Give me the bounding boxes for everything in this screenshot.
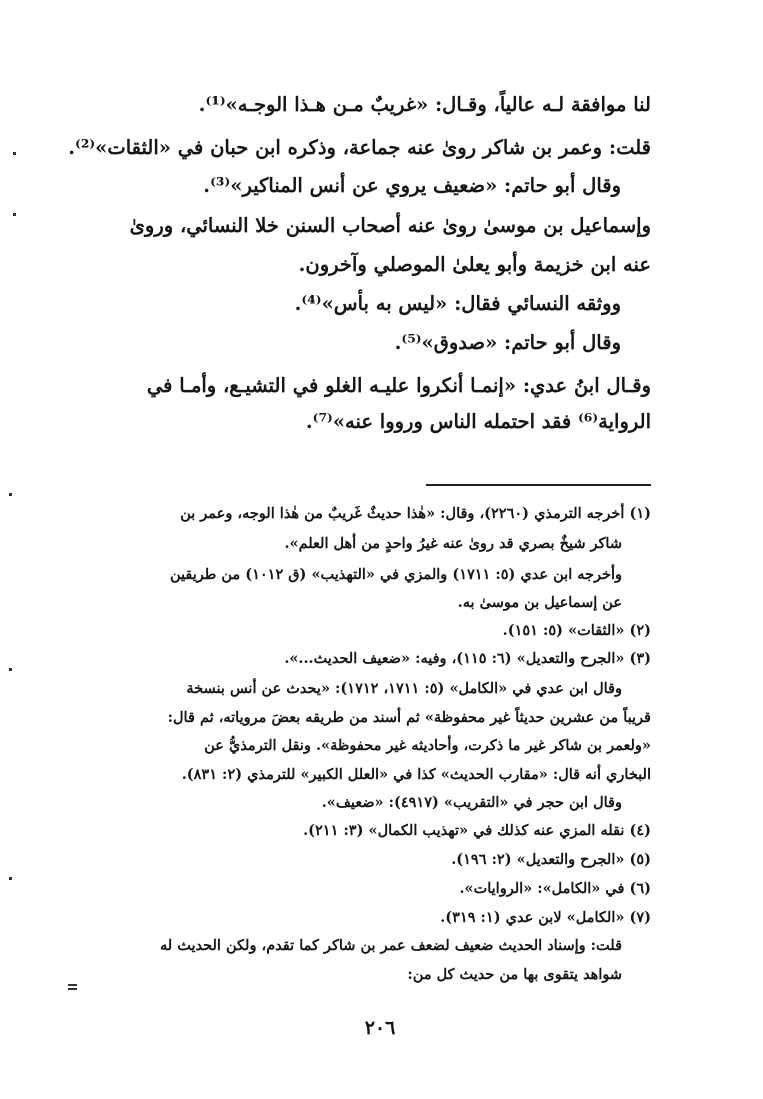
scan-speck: [9, 493, 12, 496]
footnote-line: عن إسماعيل بن موسىٰ به.: [457, 594, 622, 611]
main-text-line: ووثقه النسائي فقال: «ليس به بأس»⁽⁴⁾.: [294, 292, 621, 315]
scan-speck: [13, 152, 16, 155]
main-text-line: وقال أبو حاتم: «ضعيف يروي عن أنس المناكير»⁽³⁾.: [203, 174, 621, 197]
footnote-line: قريباً من عشرين حديثاً غير محفوظة» ثم أسند من طريقه بعضَ مروياته، ثم قال:: [167, 709, 651, 726]
footnote-line: قلت: وإسناد الحديث ضعيف لضعف عمر بن شاكر كما تقدم، ولكن الحديث له: [160, 937, 622, 954]
scan-speck: [68, 988, 77, 990]
main-text-line: وإسماعيل بن موسىٰ روىٰ عنه أصحاب السنن خلا النسائي، وروىٰ: [129, 214, 651, 237]
scan-speck: [68, 984, 77, 986]
footnote-line: البخاري أنه قال: «مقارب الحديث» كذا في «العلل الكبير» للترمذي (٢: ٨٣١).: [181, 766, 651, 783]
main-text-line: قلت: وعمر بن شاكر روىٰ عنه جماعة، وذكره ابن حبان في «الثقات»⁽²⁾.: [68, 136, 651, 159]
footnote-line: (٦) في «الكامل»: «الروايات».: [459, 880, 651, 897]
footnote-separator: [426, 484, 651, 486]
footnote-line: (٥) «الجرح والتعديل» (٢: ١٩٦).: [451, 851, 651, 868]
footnote-line: (١) أخرجه الترمذي (٢٢٦٠)، وقال: «هٰذا حديثٌ غَريبٌ من هٰذا الوجه، وعمر بن: [180, 505, 651, 522]
footnote-line: (٧) «الكامل» لابن عدي (١: ٣١٩).: [440, 909, 651, 926]
footnote-line: شاكر شيخٌ بصري قد روىٰ عنه غيرُ واحدٍ من أهل العلم».: [284, 535, 622, 552]
main-text-line: الرواية⁽⁶⁾ فقد احتمله الناس ورووا عنه»⁽⁷⁾.: [305, 410, 651, 433]
footnote-line: وأخرجه ابن عدي (٥: ١٧١١) والمزي في «التهذيب» (ق ١٠١٢) من طريقين: [170, 566, 622, 583]
main-text-line: لنا موافقة لـه عالياً، وقـال: «غريبٌ مـن هـذا الوجـه»⁽¹⁾.: [198, 93, 651, 116]
footnote-line: (٣) «الجرح والتعديل» (٦: ١١٥)، وفيه: «ضعيف الحديث...».: [284, 650, 651, 667]
footnote-line: «ولعمر بن شاكر غير ما ذكرت، وأحاديثه غير محفوظة». ونقل الترمذيُّ عن: [204, 737, 651, 754]
scan-speck: [13, 213, 16, 216]
page-number: ٢٠٦: [364, 1017, 396, 1039]
footnote-line: وقال ابن حجر في «التقريب» (٤٩١٧): «ضعيف».: [321, 794, 622, 811]
scan-speck: [9, 877, 12, 880]
footnote-line: (٢) «الثقات» (٥: ١٥١).: [502, 622, 651, 639]
footnote-line: شواهد يتقوى بها من حديث كل من:: [407, 966, 622, 983]
footnote-line: (٤) نقله المزي عنه كذلك في «تهذيب الكمال» (٣: ٢١١).: [303, 822, 651, 839]
footnote-line: وقال ابن عدي في «الكامل» (٥: ١٧١١، ١٧١٢): «يحدث عن أنس بنسخة: [186, 680, 622, 697]
main-text-line: عنه ابن خزيمة وأبو يعلىٰ الموصلي وآخرون.: [298, 253, 651, 276]
main-text-line: وقـال ابنُ عدي: «إنمـا أنكروا عليـه الغلو في التشيـع، وأمـا في: [146, 374, 651, 397]
main-text-line: وقال أبو حاتم: «صدوق»⁽⁵⁾.: [394, 331, 621, 354]
scan-speck: [9, 668, 12, 671]
